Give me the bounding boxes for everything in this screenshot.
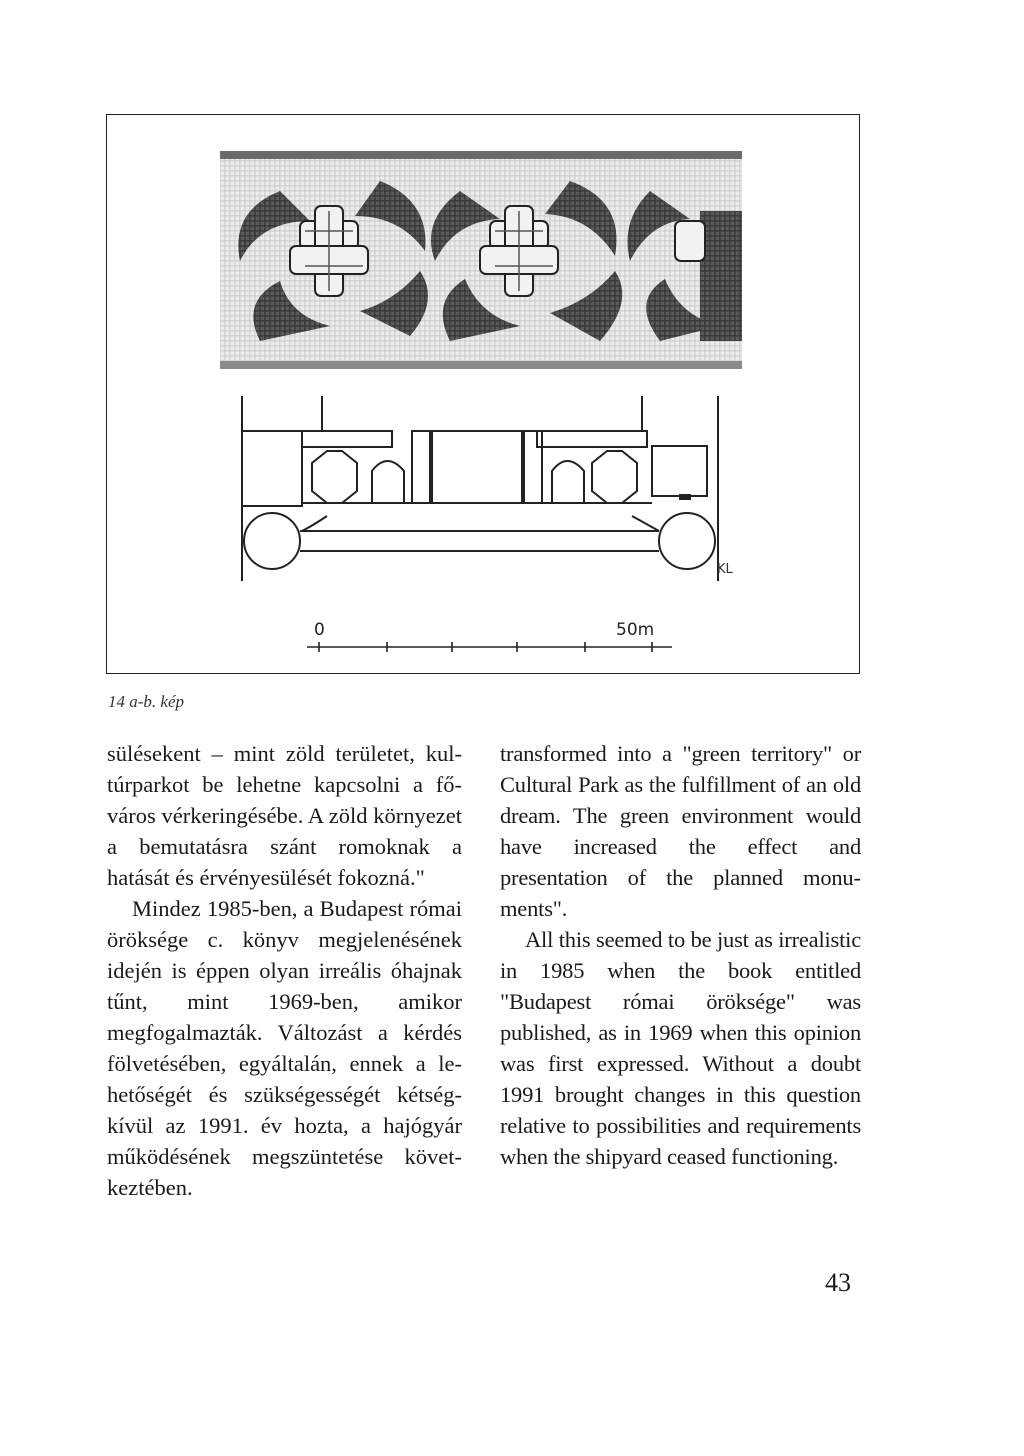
english-paragraph-2: All this seemed to be just as irrealistic in 1985 when the book entitled "Budapest római öröksége" was published, as in 1969 when this opinion was first expressed. Without a doubt 1991 brought changes in this question relative to possibilities and requirements when the shipyard ceased functioning.: [500, 927, 861, 1169]
hungarian-paragraph-1: sülésekent – mint zöld területet, kultúrparkot be lehetne kapcsolni a főváros vérkeringésébe. A zöld környezet a bemutatásra szánt romoknak a hatását és érvényesülését fokozná.": [107, 741, 462, 890]
mosaic-illustration: [220, 151, 742, 369]
figure-frame: [106, 114, 860, 674]
scale-end-label: 50m: [616, 620, 655, 640]
hungarian-paragraph-2: Mindez 1985-ben, a Budapest római öröksége c. könyv megjelenésének idején is éppen olyan irreális óhajnak tűnt, mint 1969-ben, amikor megfogalmazták. Változást a kérdés fölvetésében, egyáltalán, ennek a lehetőségét és szükségességét kétségkívül az 1991. év hozta, a hajógyár működésének megszüntetése következtében.: [107, 896, 462, 1200]
english-column: [500, 738, 861, 1172]
hungarian-column: [107, 738, 462, 1203]
english-paragraph-1: transformed into a "green territory" or Cultural Park as the fulfillment of an old dream. The green environment would have increased the effect and presentation of the planned monuments".: [500, 741, 861, 921]
scale-start-label: 0: [314, 620, 325, 640]
page-number: 43: [825, 1268, 851, 1297]
figure-caption: 14 a-b. kép: [108, 692, 185, 711]
plan-label-kl: KL: [717, 562, 733, 577]
scale-bar: [307, 640, 672, 654]
ground-plan: [232, 391, 728, 601]
